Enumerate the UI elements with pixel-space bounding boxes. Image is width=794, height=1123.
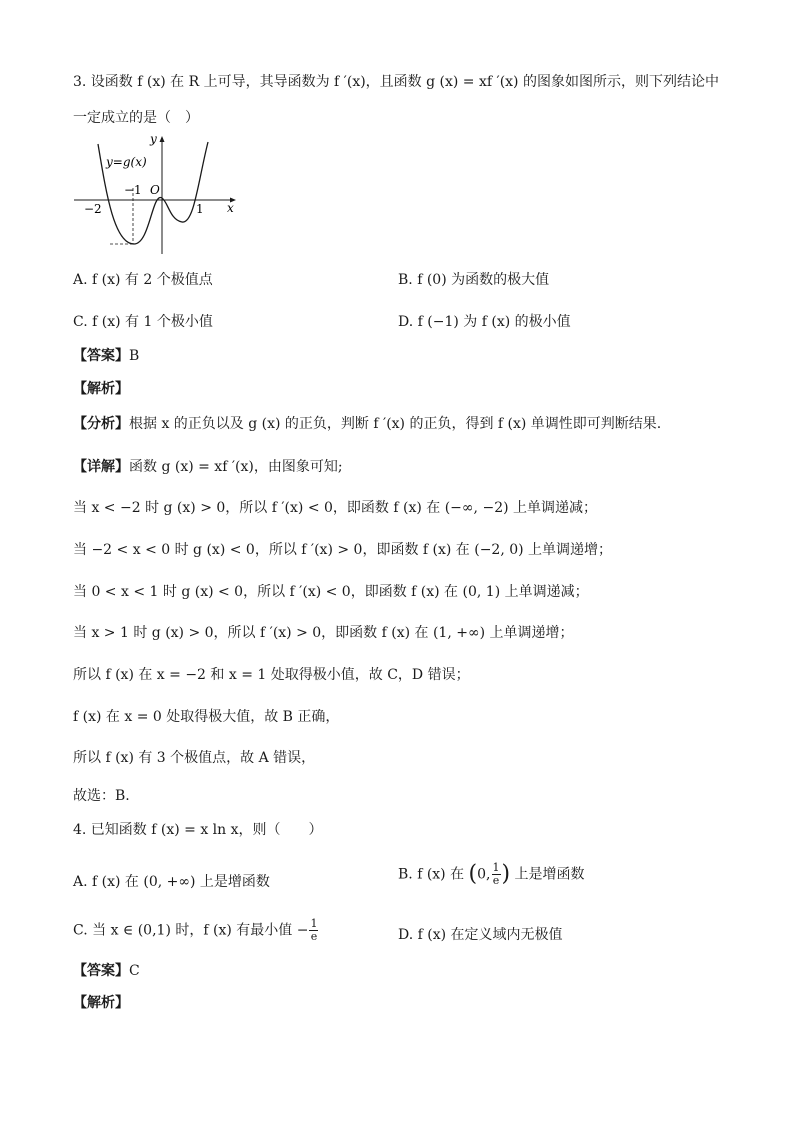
q4-option-b [398,862,585,887]
answer-label: 【答案】 [73,348,129,364]
q3-detail-line-7: 所以 f (x) 有 3 个极值点，故 A 错误， [73,750,316,766]
right-paren: ) [501,861,511,887]
q4-option-b-interval-start: 0, [477,866,491,883]
q3-stem-line2: 一定成立的是（ ） [73,110,199,126]
q3-option-d: D. f (−1) 为 f (x) 的极小值 [398,314,571,330]
q3-detail-line-4: 当 x > 1 时 g (x) > 0，所以 f ′(x) > 0，即函数 f (x) 在 (1, +∞) 上单调递增； [73,625,574,641]
q4-option-c-prefix: C. 当 x ∈ (0,1) 时，f (x) 有最小值 − [73,922,309,939]
q3-detail-line-8: 故选：B. [73,788,130,804]
q3-detail-line-5: 所以 f (x) 在 x = −2 和 x = 1 处取得极小值，故 C，D 错误； [73,667,470,683]
q3-option-a: A. f (x) 有 2 个极值点 [73,272,213,288]
left-paren: ( [468,861,478,887]
q4-answer [73,961,140,981]
q4-option-b-suffix: 上是增函数 [514,866,585,883]
q3-detail-line-1: 当 x < −2 时 g (x) > 0，所以 f ′(x) < 0，即函数 f (x) 在 (−∞, −2) 上单调递减； [73,500,598,516]
q3-option-c: C. f (x) 有 1 个极小值 [73,314,213,330]
q3-detail-line-2: 当 −2 < x < 0 时 g (x) < 0，所以 f ′(x) > 0，即函数 f (x) 在 (−2, 0) 上单调递增； [73,542,613,558]
answer-value: C [129,963,140,979]
q3-function-graph [70,132,246,258]
q4-stem: 4. 已知函数 f (x) = x ln x，则（ ） [73,822,323,838]
q4-option-a: A. f (x) 在 (0, +∞) 上是增函数 [73,874,270,890]
fraction-1-over-e: $\frac{1}{e}$ [492,861,500,887]
q4-option-d: D. f (x) 在定义域内无极值 [398,927,563,943]
y-axis-label: y [150,132,157,146]
detail-label: 【详解】 [73,459,129,475]
q3-option-b: B. f (0) 为函数的极大值 [398,272,550,288]
q3-detail [73,457,343,477]
origin-label: O [150,183,160,197]
x-axis-label: x [227,201,234,215]
q3-stem-line1: 3. 设函数 f (x) 在 R 上可导，其导函数为 f ′(x)，且函数 g (x) = xf ′(x) 的图象如图所示，则下列结论中 [73,74,719,90]
q3-detail-line-6: f (x) 在 x = 0 处取得极大值，故 B 正确， [73,709,340,725]
q3-fenxi [73,414,661,434]
fenxi-label: 【分析】 [73,416,129,432]
tick-neg2: −2 [84,202,102,216]
answer-label: 【答案】 [73,963,129,979]
q4-analysis-label: 【解析】 [73,995,129,1011]
q4-option-c [73,918,319,943]
fenxi-text: 根据 x 的正负以及 g (x) 的正负，判断 f ′(x) 的正负，得到 f (x) 单调性即可判断结果. [129,416,662,432]
q3-detail-line-3: 当 0 < x < 1 时 g (x) < 0，所以 f ′(x) < 0，即函数 f (x) 在 (0, 1) 上单调递减； [73,584,589,600]
curve-label: y=g(x) [106,155,147,169]
tick-1: 1 [196,202,204,216]
q4-option-b-prefix: B. f (x) 在 [398,866,465,883]
q3-analysis-label: 【解析】 [73,381,129,397]
tick-neg1: −1 [124,183,142,197]
fraction-1-over-e: $\frac{1}{e}$ [310,917,318,943]
answer-value: B [129,348,140,364]
q3-answer [73,346,139,366]
detail-intro: 函数 g (x) = xf ′(x)，由图象可知; [129,459,343,475]
